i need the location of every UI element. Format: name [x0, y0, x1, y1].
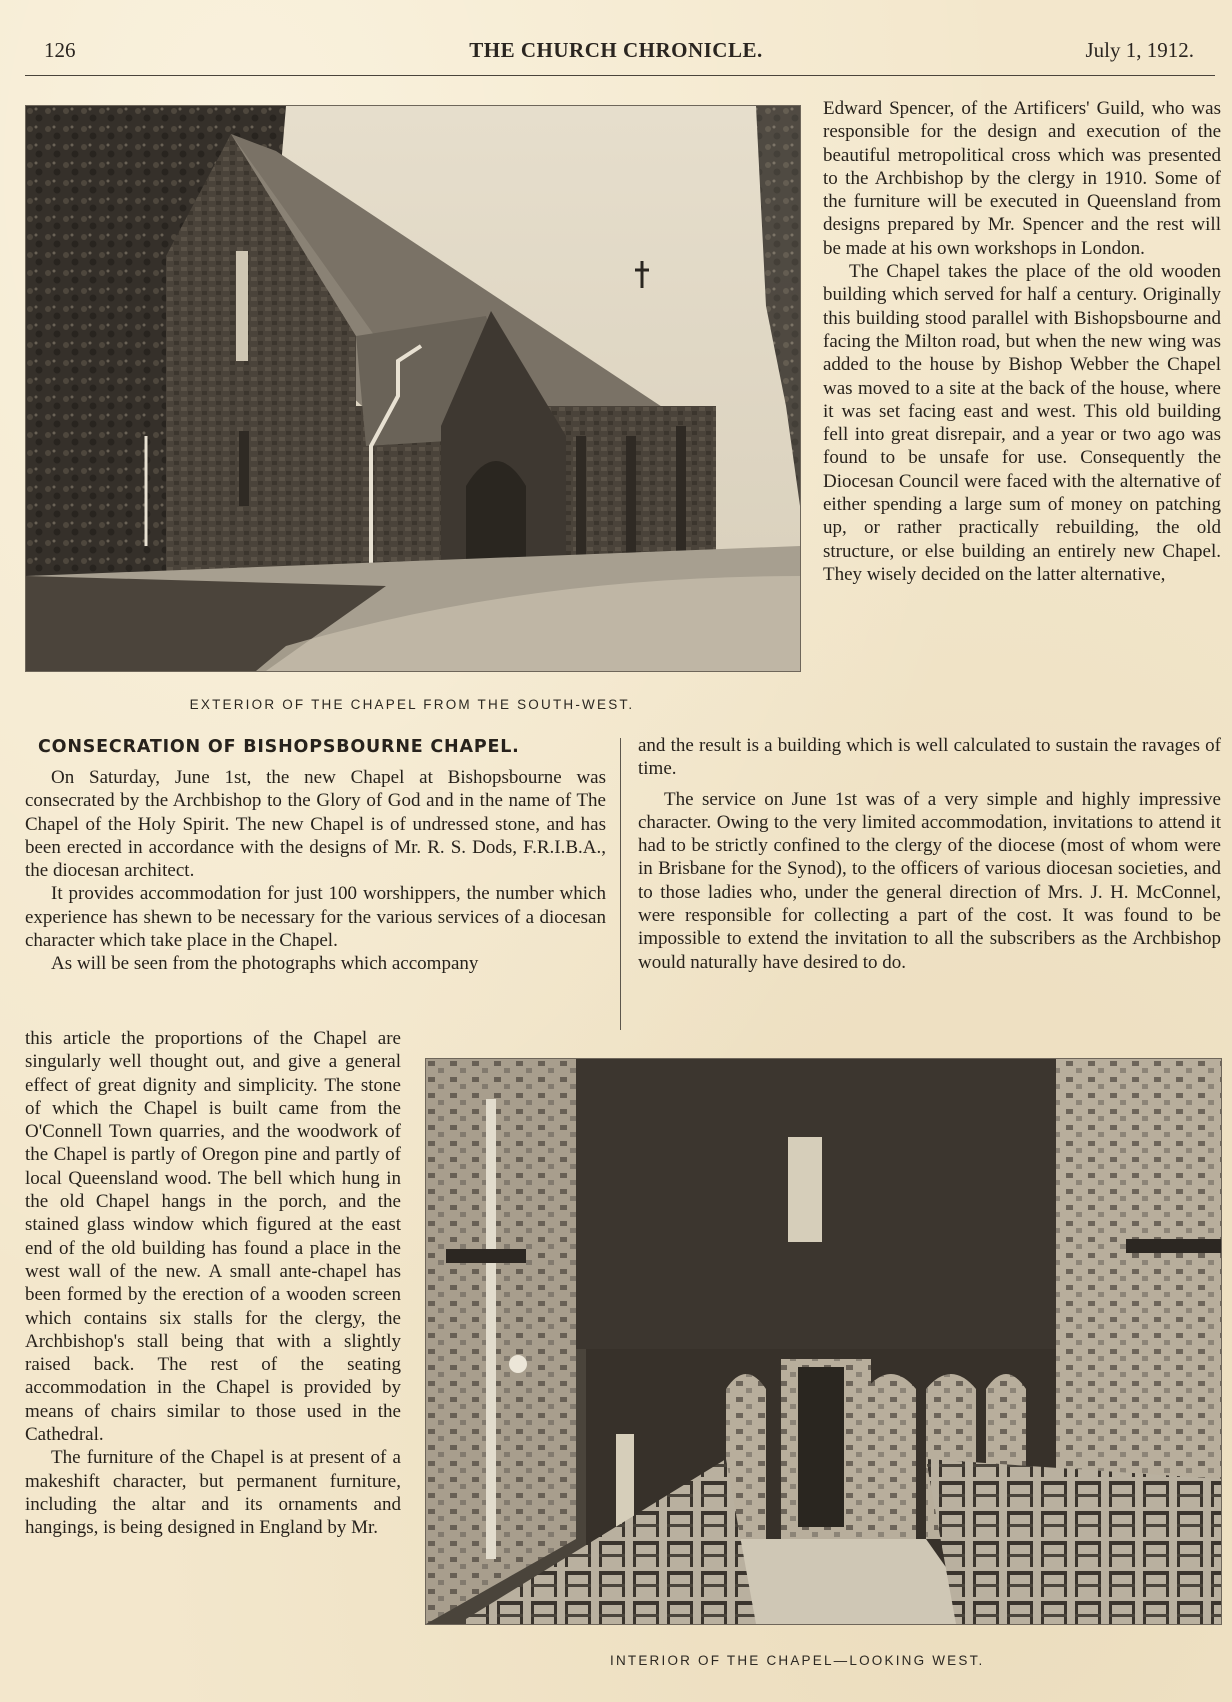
article-column-right-top	[823, 97, 1221, 586]
article-paragraph: The furniture of the Chapel is at present of a makeshift character, but permanent furniture, including the altar and its ornaments and hangings, is being designed in England by Mr.	[25, 1447, 401, 1539]
article-column-narrow	[25, 1027, 401, 1540]
article-column-left	[25, 766, 606, 976]
chapel-exterior-illustration	[26, 106, 800, 671]
article-column-right-bottom	[638, 734, 1221, 974]
article-paragraph: and the result is a building which is well calculated to sustain the ravages of time.	[638, 735, 1221, 780]
column-divider	[620, 738, 621, 1030]
article-paragraph: The service on June 1st was of a very simple and highly impressive character. Owing to the very limited accommodation, invitations to attend it had to be strictly confined to the clergy of the diocese (most of whom were in Brisbane for the Synod), to the officers of various diocesan societies, and to those ladies who, under the general direction of Mrs. J. H. McConnel, were responsible for collecting a part of the cost. It was found to be impossible to extend the invitation to all the subscribers as the Archbishop would naturally have desired to do.	[638, 788, 1221, 973]
interior-photo	[425, 1058, 1222, 1625]
page-number: 126	[44, 38, 76, 62]
exterior-photo	[25, 105, 801, 672]
chapel-interior-illustration	[426, 1059, 1221, 1624]
article-paragraph: It provides accommodation for just 100 worshippers, the number which experience has shewn to be necessary for the various services of a diocesan character which take place in the Chapel.	[25, 883, 606, 952]
article-paragraph: The Chapel takes the place of the old wooden building which served for half a century. Originally this building stood parallel with Bishopsbourne and facing the Milton road, but when the new wing was added to the house by Bishop Webber the Chapel was moved to a site at the back of the house, where it was set facing east and west. This old building fell into great disrepair, and a year or two ago was found to be unsafe for use. Consequently the Diocesan Council were faced with the alternative of either spending a large sum of money on patching up, or rather practically rebuilding, the old structure, or else building an entirely new Chapel. They wisely decided on the latter alternative,	[823, 261, 1221, 585]
article-paragraph: this article the proportions of the Chapel are singularly well thought out, and give a general effect of great dignity and simplicity. The stone of which the Chapel is built came from the O'Connell Town quarries, and the woodwork of the Chapel is partly of Oregon pine and partly of local Queensland wood. The bell which hung in the old Chapel hangs in the porch, and the stained glass window which figured at the east end of the old building has found a place in the west wall of the new. A small ante-chapel has been formed by the erection of a wooden screen which contains six stalls for the clergy, the Archbishop's stall being that with a slightly raised back. The rest of the seating accommodation in the Chapel is provided by means of chairs similar to those used in the Cathedral.	[25, 1028, 401, 1446]
article-headline: CONSECRATION OF BISHOPSBOURNE CHAPEL.	[38, 737, 520, 757]
article-paragraph: As will be seen from the photographs which accompany	[51, 953, 479, 975]
publication-title: THE CHURCH CHRONICLE.	[469, 38, 763, 62]
interior-photo-caption: INTERIOR OF THE CHAPEL—LOOKING WEST.	[610, 1653, 985, 1668]
header-rule	[25, 75, 1215, 76]
article-paragraph: On Saturday, June 1st, the new Chapel at Bishopsbourne was consecrated by the Archbishop to the Glory of God and in the name of The Chapel of the Holy Spirit. The new Chapel is of undressed stone, and has been erected in accordance with the designs of Mr. R. S. Dods, F.R.I.B.A., the diocesan architect.	[25, 767, 606, 882]
issue-date: July 1, 1912.	[1085, 38, 1194, 62]
exterior-photo-caption: EXTERIOR OF THE CHAPEL FROM THE SOUTH-WEST.	[189, 697, 635, 712]
article-paragraph: Edward Spencer, of the Artificers' Guild, who was responsible for the design and execution of the beautiful metropolitical cross which was presented to the Archbishop by the clergy in 1910. Some of the furniture will be executed in Queensland from designs prepared by Mr. Spencer and the rest will be made at his own workshops in London.	[823, 98, 1221, 259]
